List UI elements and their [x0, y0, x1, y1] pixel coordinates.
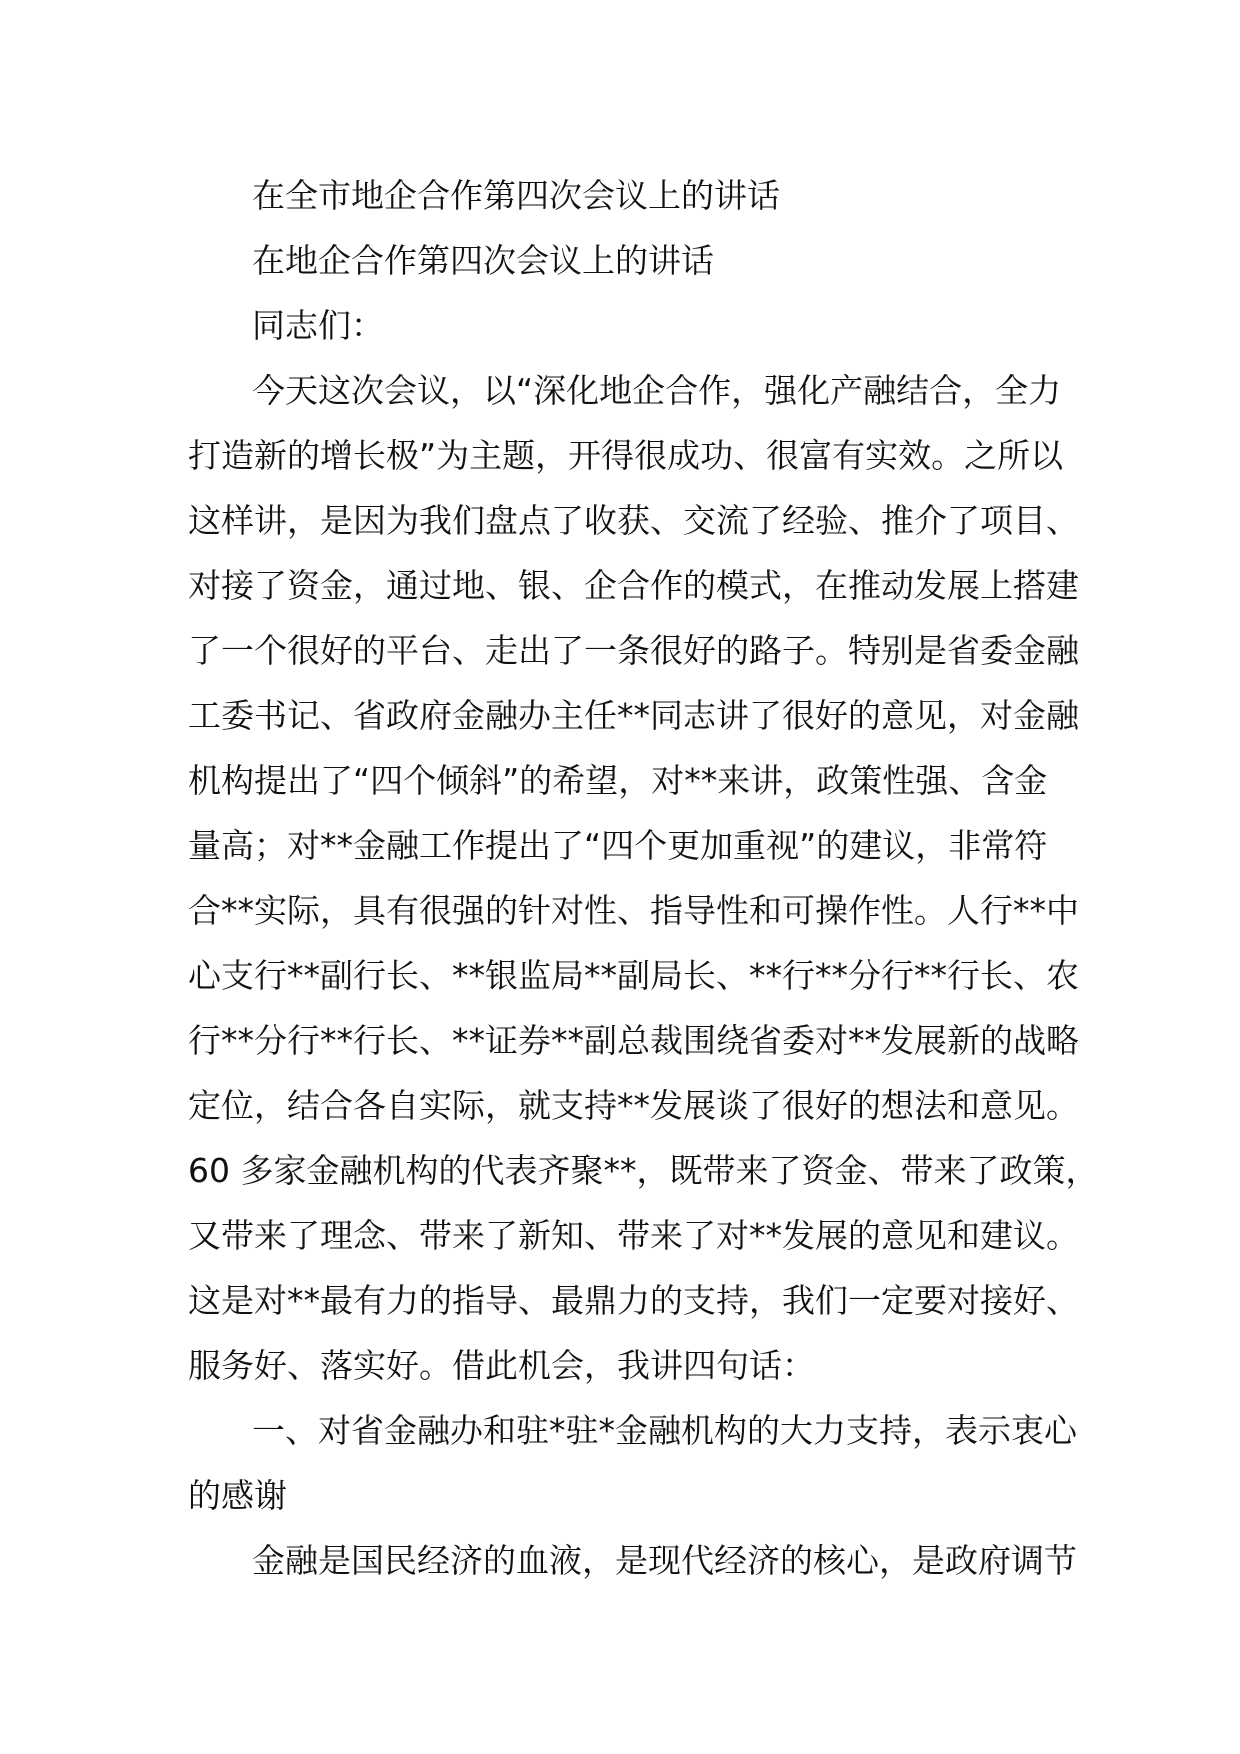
paragraph-line: 心支行**副行长、**银监局**副局长、**行**分行**行长、农: [188, 956, 1079, 995]
paragraph-line: 这样讲，是因为我们盘点了收获、交流了经验、推介了项目、: [188, 501, 1079, 540]
document-body: [188, 163, 1099, 1593]
paragraph-line: 行**分行**行长、**证券**副总裁围绕省委对**发展新的战略: [188, 1021, 1079, 1060]
paragraph-line: 对接了资金，通过地、银、企合作的模式，在推动发展上搭建: [188, 566, 1079, 605]
paragraph-line: 合**实际，具有很强的针对性、指导性和可操作性。人行**中: [188, 891, 1079, 930]
salutation: 同志们：: [252, 306, 384, 345]
paragraph-line: 金融是国民经济的血液，是现代经济的核心，是政府调节: [252, 1541, 1077, 1580]
document-title: 在全市地企合作第四次会议上的讲话: [252, 176, 780, 215]
heading-line: 的感谢: [188, 1476, 287, 1515]
paragraph-line: 机构提出了“四个倾斜”的希望，对**来讲，政策性强、含金: [188, 761, 1048, 800]
paragraph-line: 今天这次会议，以“深化地企合作，强化产融结合，全力: [252, 371, 1062, 410]
paragraph-line: 这是对**最有力的指导、最鼎力的支持，我们一定要对接好、: [188, 1281, 1079, 1320]
paragraph-opening: [188, 358, 1099, 1398]
paragraph-finance: [188, 1528, 1077, 1593]
section-heading-1: [188, 1398, 1077, 1528]
paragraph-line: 又带来了理念、带来了新知、带来了对**发展的意见和建议。: [188, 1216, 1079, 1255]
paragraph-line: 量高；对**金融工作提出了“四个更加重视”的建议，非常符: [188, 826, 1048, 865]
paragraph-line: 服务好、落实好。借此机会，我讲四句话：: [188, 1346, 815, 1385]
paragraph-line: 60 多家金融机构的代表齐聚**，既带来了资金、带来了政策，: [188, 1151, 1099, 1190]
paragraph-line: 工委书记、省政府金融办主任**同志讲了很好的意见，对金融: [188, 696, 1079, 735]
paragraph-line: 了一个很好的平台、走出了一条很好的路子。特别是省委金融: [188, 631, 1079, 670]
paragraph-line: 定位，结合各自实际，就支持**发展谈了很好的想法和意见。: [188, 1086, 1079, 1125]
heading-line: 一、对省金融办和驻*驻*金融机构的大力支持，表示衷心: [252, 1411, 1077, 1450]
paragraph-line: 打造新的增长极”为主题，开得很成功、很富有实效。之所以: [188, 436, 1064, 475]
document-subtitle: 在地企合作第四次会议上的讲话: [252, 241, 714, 280]
